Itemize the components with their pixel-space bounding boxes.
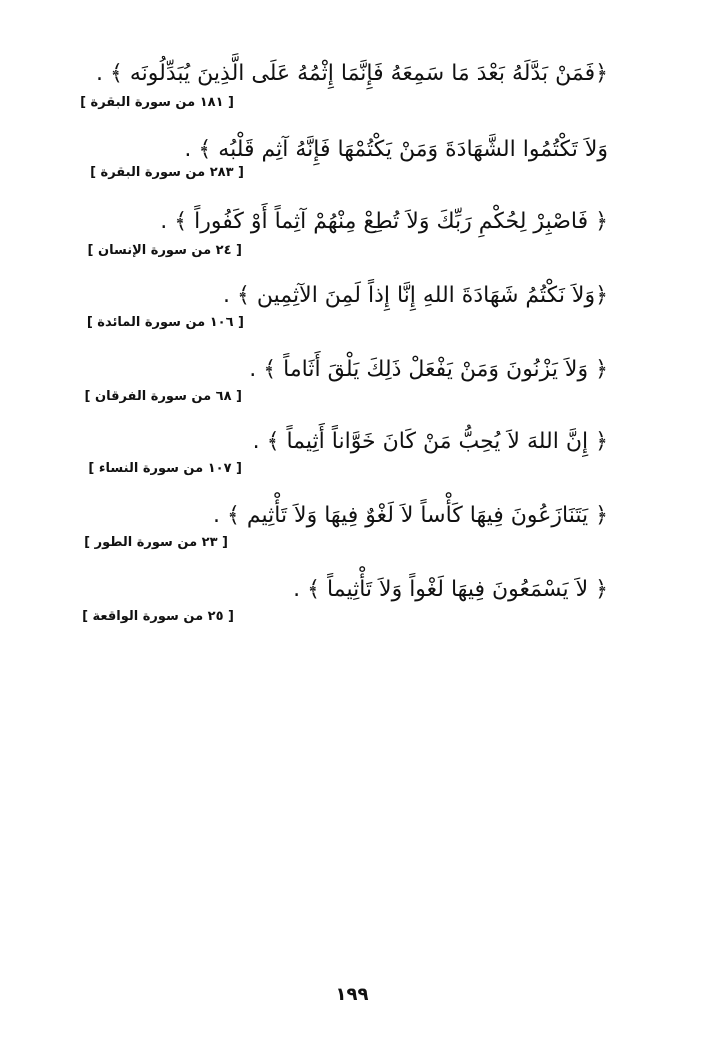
verse-reference: [ ١٠٧ من سورة النساء ] (88, 461, 242, 476)
verse-text: ﴿ وَلاَ يَزْنُونَ وَمَنْ يَفْعَلْ ذَلِكَ يَلْقَ أَثَاماً ﴾ . (249, 357, 608, 382)
verse-reference: [ ٢٨٣ من سورة البقرة ] (90, 165, 244, 180)
verse-text: ﴿ فَاصْبِرْ لِحُكْمِ رَبِّكَ وَلاَ تُطِعْ مِنْهُمْ آثِماً أَوْ كَفُوراً ﴾ . (160, 209, 608, 234)
verse-reference: [ ٢٣ من سورة الطور ] (84, 535, 228, 550)
verse-text: ﴿ يَتَنَازَعُونَ فِيهَا كَأْساً لاَ لَغْوٌ فِيهَا وَلاَ تَأْثِيم ﴾ . (212, 503, 608, 528)
verse-text: ﴿فَمَنْ بَدَّلَهُ بَعْدَ مَا سَمِعَهُ فَإِنَّمَا إِثْمُهُ عَلَى الَّذِينَ يُبَدِّلُونَه ﴾ . (96, 61, 608, 86)
page-number: ١٩٩ (335, 984, 369, 1005)
verse-text: ﴿ إِنَّ اللهَ لاَ يُحِبُّ مَنْ كَانَ خَوَّاناً أَثِيماً ﴾ . (252, 429, 608, 454)
verse-reference: [ ١٨١ من سورة البقرة ] (80, 95, 234, 110)
verse-reference: [ ١٠٦ من سورة المائدة ] (86, 315, 244, 330)
verse-reference: [ ٢٤ من سورة الإنسان ] (87, 243, 242, 258)
verse-text: ﴿وَلاَ نَكْتُمُ شَهَادَةَ اللهِ إِنَّا إِذاً لَمِنَ الآثِمِين ﴾ . (223, 283, 608, 308)
verse-reference: [ ٢٥ من سورة الواقعة ] (82, 609, 234, 624)
verse-text: وَلاَ تَكْتُمُوا الشَّهَادَةَ وَمَنْ يَكْتُمْهَا فَإِنَّهُ آثِم قَلْبُه ﴾ . (184, 137, 608, 162)
verse-text: ﴿ لاَ يَسْمَعُونَ فِيهَا لَغْواً وَلاَ تَأْثِيماً ﴾ . (293, 577, 608, 602)
verse-reference: [ ٦٨ من سورة الفرقان ] (84, 389, 242, 404)
